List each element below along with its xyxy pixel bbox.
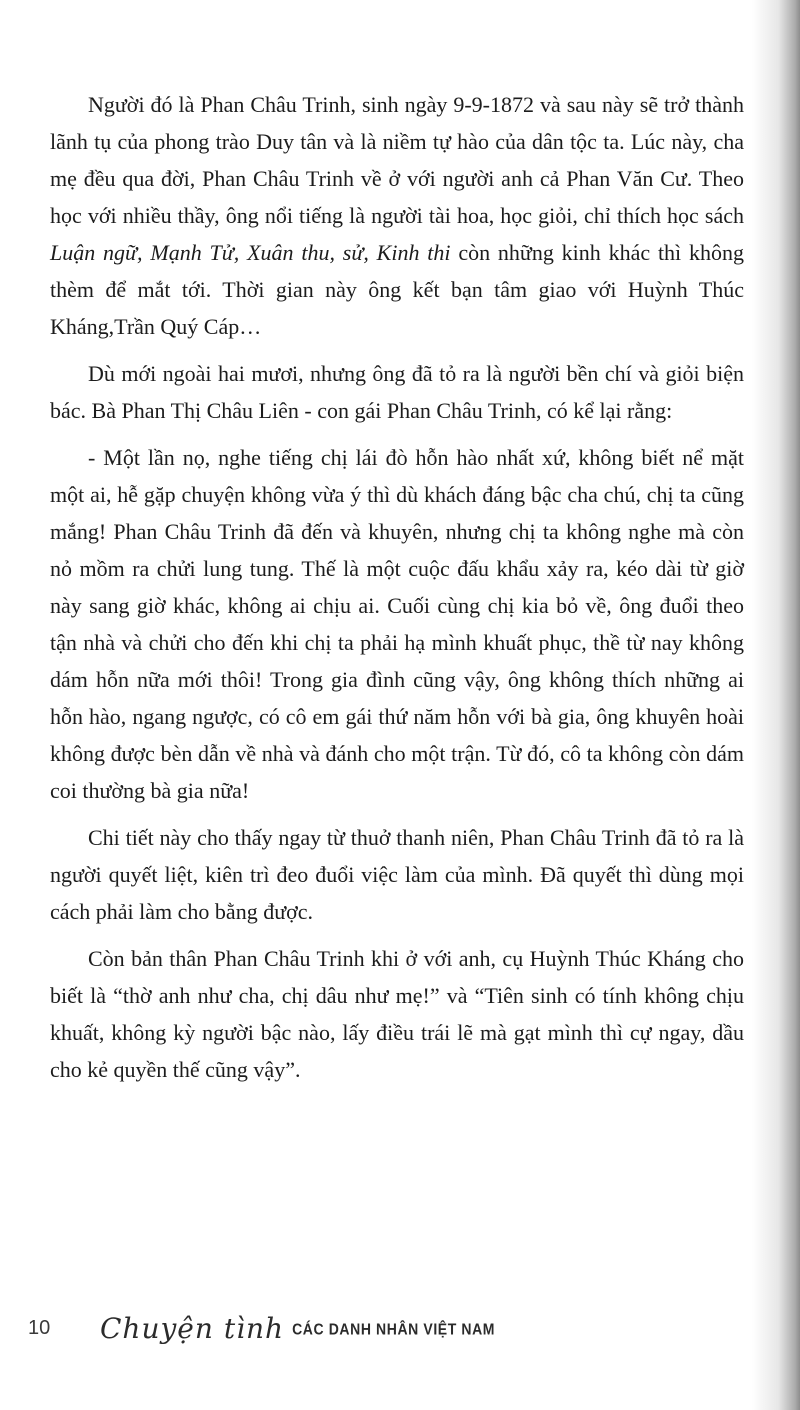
paragraph bbox=[50, 86, 744, 345]
page-edge-shadow bbox=[752, 0, 800, 1410]
paragraph-text: Chi tiết này cho thấy ngay từ thuở thanh niên, Phan Châu Trinh đã tỏ ra là người quyết liệt, kiên trì đeo đuổi việc làm của mình. Đã quyết thì dùng mọi cách phải làm cho bằng được. bbox=[50, 825, 744, 924]
paragraph-text: Còn bản thân Phan Châu Trinh khi ở với anh, cụ Huỳnh Thúc Kháng cho biết là “thờ anh như cha, chị dâu như mẹ!” và “Tiên sinh có tính không chịu khuất, không kỳ người bậc nào, lấy điều trái lẽ mà gạt mình thì cự ngay, dầu cho kẻ quyền thế cũng vậy”. bbox=[50, 946, 744, 1082]
series-title-script: Chuyện tình bbox=[100, 1312, 285, 1345]
series-title-caps: CÁC DANH NHÂN VIỆT NAM bbox=[292, 1319, 496, 1338]
paragraph-text: - Một lần nọ, nghe tiếng chị lái đò hỗn hào nhất xứ, không biết nể mặt một ai, hễ gặp chuyện không vừa ý thì dù khách đáng bậc cha chú, chị ta cũng mắng! Phan Châu Trinh đã đến và khuyên, nhưng chị ta không nghe mà còn nỏ mồm ra chửi lung tung. Thế là một cuộc đấu khẩu xảy ra, kéo dài từ giờ này sang giờ khác, không ai chịu ai. Cuối cùng chị kia bỏ về, ông đuổi theo tận nhà và chửi cho đến khi chị ta phải hạ mình khuất phục, thề từ nay không dám hỗn nữa mới thôi! Trong gia đình cũng vậy, ông không thích những ai hỗn hào, ngang ngược, có cô em gái thứ năm hỗn với bà gia, ông khuyên hoài không được bèn dẫn về nhà và đánh cho một trận. Từ đó, cô ta không còn dám coi thường bà gia nữa! bbox=[50, 445, 744, 803]
paragraph-text: Dù mới ngoài hai mươi, nhưng ông đã tỏ ra là người bền chí và giỏi biện bác. Bà Phan Thị Châu Liên - con gái Phan Châu Trinh, có kể lại rằng: bbox=[50, 361, 744, 423]
paragraph bbox=[50, 355, 744, 429]
page-text-block bbox=[50, 86, 744, 1098]
page-footer bbox=[28, 1312, 728, 1345]
paragraph-text: còn những kinh khác thì không thèm để mắt tới. Thời gian này ông kết bạn tâm giao với Huỳnh Thúc Kháng,Trần Quý Cáp… bbox=[50, 240, 744, 339]
paragraph-text: Người đó là Phan Châu Trinh, sinh ngày 9-9-1872 và sau này sẽ trở thành lãnh tụ của phong trào Duy tân và là niềm tự hào của dân tộc ta. Lúc này, cha mẹ đều qua đời, Phan Châu Trinh về ở với người anh cả Phan Văn Cư. Theo học với nhiều thầy, ông nổi tiếng là người tài hoa, học giỏi, chỉ thích học sách bbox=[50, 92, 744, 228]
paragraph bbox=[50, 439, 744, 809]
page-number: 10 bbox=[28, 1317, 51, 1339]
paragraph-text-italic: Luận ngữ, Mạnh Tử, Xuân thu, sử, Kinh thi bbox=[50, 240, 451, 265]
paragraph bbox=[50, 819, 744, 930]
paragraph bbox=[50, 940, 744, 1088]
